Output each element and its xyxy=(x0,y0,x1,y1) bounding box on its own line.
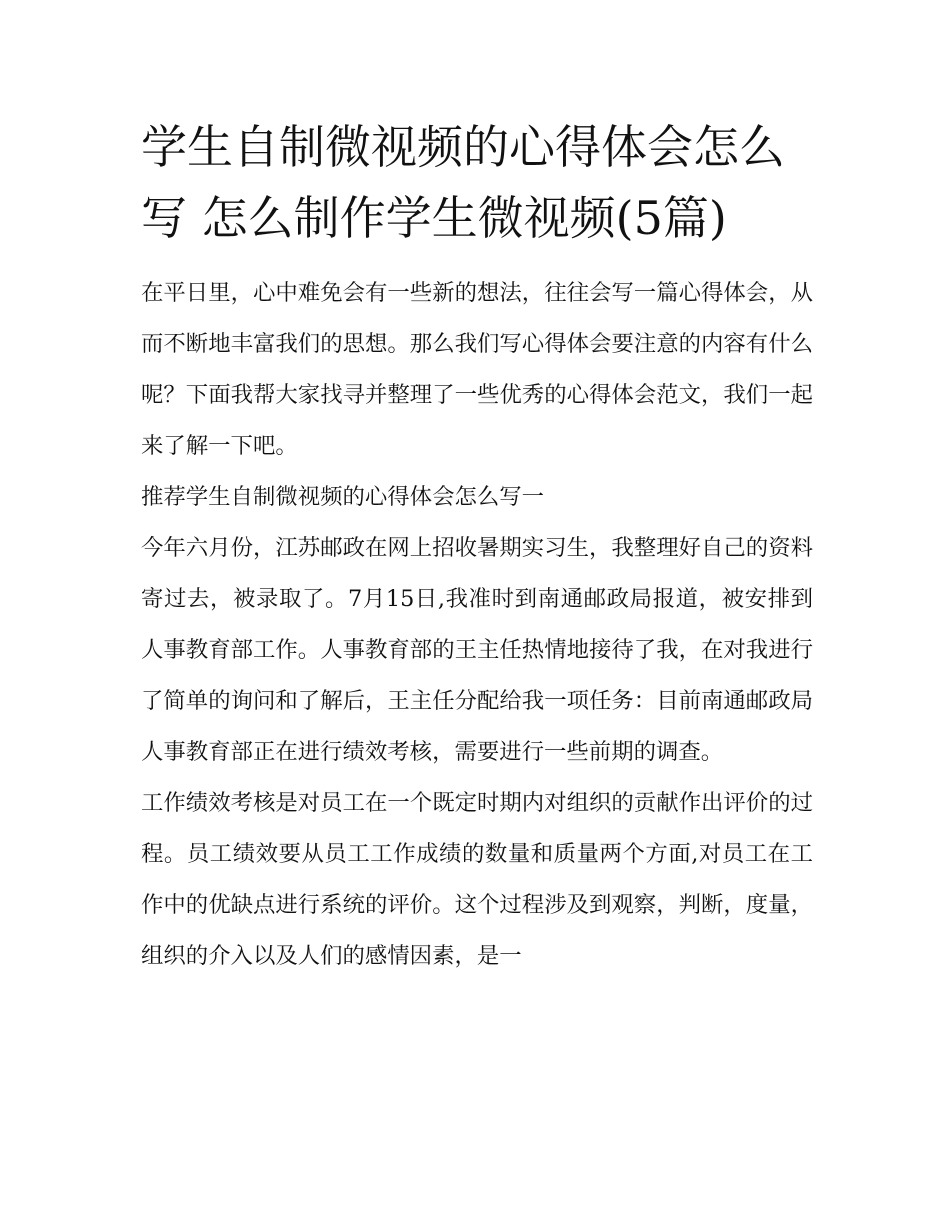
section-heading: 推荐学生自制微视频的心得体会怎么写一 xyxy=(141,484,545,510)
body-paragraph-internship: 今年六月份，江苏邮政在网上招收暑期实习生，我整理好自己的资料寄过去，被录取了。7月15日,我准时到南通邮政局报道，被安排到人事教育部工作。人事教育部的王主任热情地接待了我，在对我进行了简单的询问和了解后，王主任分配给我一项任务：目前南通邮政局人事教育部正在进行绩效考核，需要进行一些前期的调查。 xyxy=(141,535,813,765)
document-title: 学生自制微视频的心得体会怎么写 怎么制作学生微视频(5篇) xyxy=(141,120,785,245)
document-body xyxy=(141,112,813,982)
intro-paragraph: 在平日里，心中难免会有一些新的想法，往往会写一篇心得体会，从而不断地丰富我们的思想。那么我们写心得体会要注意的内容有什么呢？下面我帮大家找寻并整理了一些优秀的心得体会范文，我们一起来了解一下吧。 xyxy=(141,280,813,459)
body-paragraph-performance: 工作绩效考核是对员工在一个既定时期内对组织的贡献作出评价的过程。员工绩效要从员工工作成绩的数量和质量两个方面,对员工在工作中的优缺点进行系统的评价。这个过程涉及到观察，判断，度量，组织的介入以及人们的感情因素，是一 xyxy=(141,790,813,969)
